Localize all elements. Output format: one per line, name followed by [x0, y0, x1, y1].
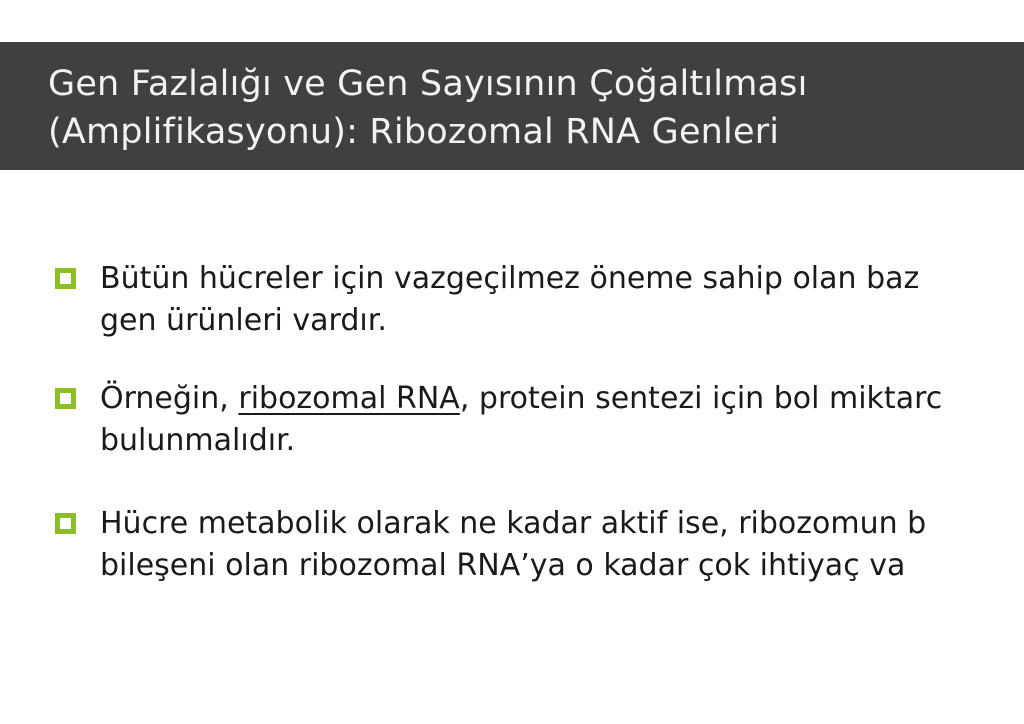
- bullet-text-segment: Örneğin,: [100, 381, 239, 416]
- bullet-text-line: bulunmalıdır.: [100, 423, 296, 458]
- slide-top-margin: [0, 0, 1024, 42]
- square-bullet-icon: [55, 268, 76, 289]
- bullet-text-segment: , protein sentezi için bol miktarc: [459, 381, 943, 416]
- bullet-text-line: bileşeni olan ribozomal RNA’ya o kadar çok ihtiyaç va: [100, 548, 906, 583]
- slide-title-line-1: Gen Fazlalığı ve Gen Sayısının Çoğaltılması: [48, 64, 808, 104]
- bullet-text-line: Bütün hücreler için vazgeçilmez öneme sahip olan baz: [100, 261, 920, 296]
- bullet-text: [100, 503, 926, 587]
- bullet-text-line: gen ürünleri vardır.: [100, 303, 387, 338]
- square-bullet-icon: [55, 513, 76, 534]
- slide-title-line-2: (Amplifikasyonu): Ribozomal RNA Genleri: [48, 112, 780, 152]
- bullet-text: [100, 258, 919, 342]
- bullet-text-line: [100, 378, 942, 420]
- bullet-text: [100, 378, 942, 462]
- slide-title-bar: [0, 42, 1024, 170]
- ribozomal-rna-link[interactable]: ribozomal RNA: [238, 381, 460, 416]
- square-bullet-icon: [55, 388, 76, 409]
- bullet-item: [0, 378, 1024, 478]
- bullet-text-line: Hücre metabolik olarak ne kadar aktif ise, ribozomun b: [100, 506, 927, 541]
- bullet-item: [0, 503, 1024, 603]
- slide-content: [0, 170, 1024, 724]
- bullet-item: [0, 258, 1024, 358]
